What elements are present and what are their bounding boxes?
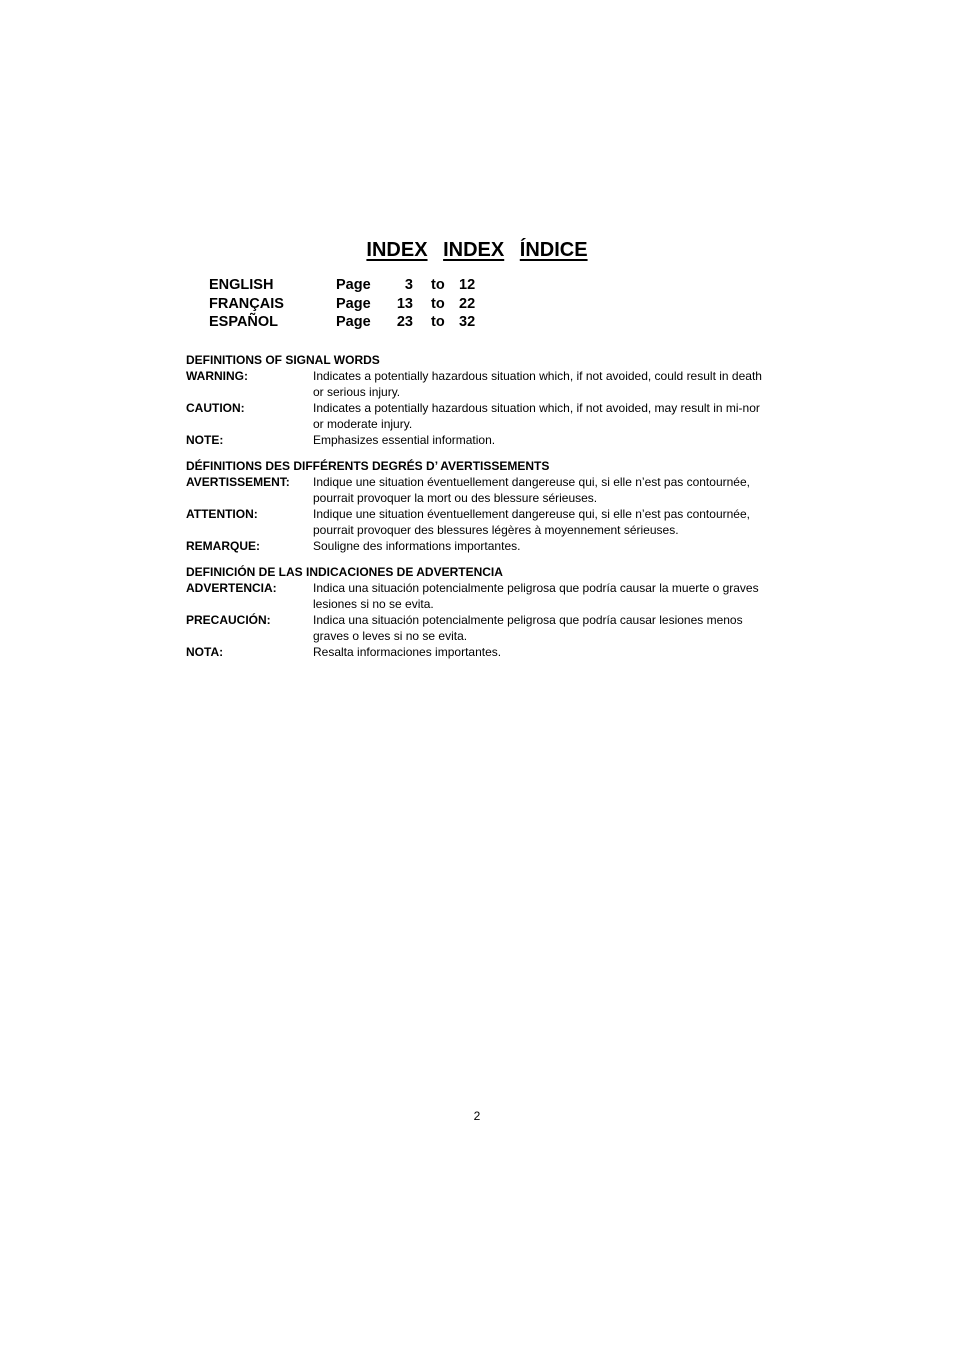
definitions-section-french: [186, 458, 776, 554]
index-to-label: to: [431, 314, 445, 330]
definition-text: Souligne des informations importantes.: [313, 539, 521, 553]
title-part-english: INDEX: [366, 239, 428, 261]
definition-text: Emphasizes essential information.: [313, 433, 496, 447]
definition-term: AVERTISSEMENT:: [186, 475, 290, 489]
definitions-section-english: [186, 352, 776, 448]
definition-attention: [186, 506, 776, 538]
definition-text: Indicates a potentially hazardous situation which, if not avoided, may result in mi-nor or moderate injury.: [313, 401, 760, 431]
index-language: ESPAÑOL: [209, 314, 279, 330]
definition-note: [186, 432, 776, 448]
index-to-label: to: [431, 277, 445, 293]
title-part-french: INDEX: [443, 239, 505, 261]
definitions-section-spanish: [186, 564, 776, 660]
section-heading: DÉFINITIONS DES DIFFÉRENTS DEGRÉS D’ AVERTISSEMENTS: [186, 459, 550, 473]
section-heading: DEFINICIÓN DE LAS INDICACIONES DE ADVERTENCIA: [186, 565, 503, 579]
section-heading: DEFINITIONS OF SIGNAL WORDS: [186, 353, 380, 367]
index-row-spanish: [209, 313, 509, 332]
index-language: FRANÇAIS: [209, 295, 284, 312]
index-page-until: 22: [459, 295, 476, 312]
index-language: ENGLISH: [209, 277, 274, 293]
definition-text: Indica una situación potencialmente peligrosa que podría causar la muerte o graves lesiones si no se evita.: [313, 581, 759, 611]
index-row-english: [209, 276, 509, 295]
definition-term: ATTENTION:: [186, 507, 258, 521]
definition-nota: [186, 644, 776, 660]
definition-term: CAUTION:: [186, 401, 245, 415]
index-page-from: 23: [396, 314, 413, 330]
definition-text: Resalta informaciones importantes.: [313, 645, 502, 659]
definition-text: Indique une situation éventuellement dangereuse qui, si elle n’est pas contournée, pourrait provoquer des blessures légères à moyennement sérieuses.: [313, 507, 750, 537]
definition-caution: [186, 400, 776, 432]
index-page-label: Page: [336, 314, 371, 330]
index-page-label: Page: [336, 277, 371, 293]
definition-term: NOTE:: [186, 433, 224, 447]
index-page-until: 12: [459, 277, 476, 293]
definition-text: Indique une situation éventuellement dangereuse qui, si elle n’est pas contournée, pourrait provoquer la mort ou des blessure sérieuses.: [313, 475, 750, 505]
definition-term: NOTA:: [186, 645, 224, 659]
index-row-french: [209, 295, 509, 314]
definition-text: Indica una situación potencialmente peligrosa que podría causar lesiones menos graves o leves si no se evita.: [313, 613, 743, 643]
definition-term: WARNING:: [186, 369, 248, 383]
title-part-spanish: ÍNDICE: [519, 239, 588, 261]
definition-advertencia: [186, 580, 776, 612]
definition-remarque: [186, 538, 776, 554]
definition-text: Indicates a potentially hazardous situation which, if not avoided, could result in death or serious injury.: [313, 369, 762, 399]
index-page-from: 13: [396, 295, 413, 312]
definition-precaucion: [186, 612, 776, 644]
definition-term: PRECAUCIÓN:: [186, 613, 271, 627]
index-to-label: to: [431, 295, 445, 312]
language-index-table: [209, 276, 509, 332]
definition-term: ADVERTENCIA:: [186, 581, 277, 595]
index-page-label: Page: [336, 295, 371, 312]
page-title: [0, 236, 954, 264]
page-number: 2: [473, 1109, 481, 1123]
index-page-from: 3: [404, 277, 413, 293]
index-page-until: 32: [459, 314, 476, 330]
definition-warning: [186, 368, 776, 400]
definition-term: REMARQUE:: [186, 539, 260, 553]
definition-avertissement: [186, 474, 776, 506]
